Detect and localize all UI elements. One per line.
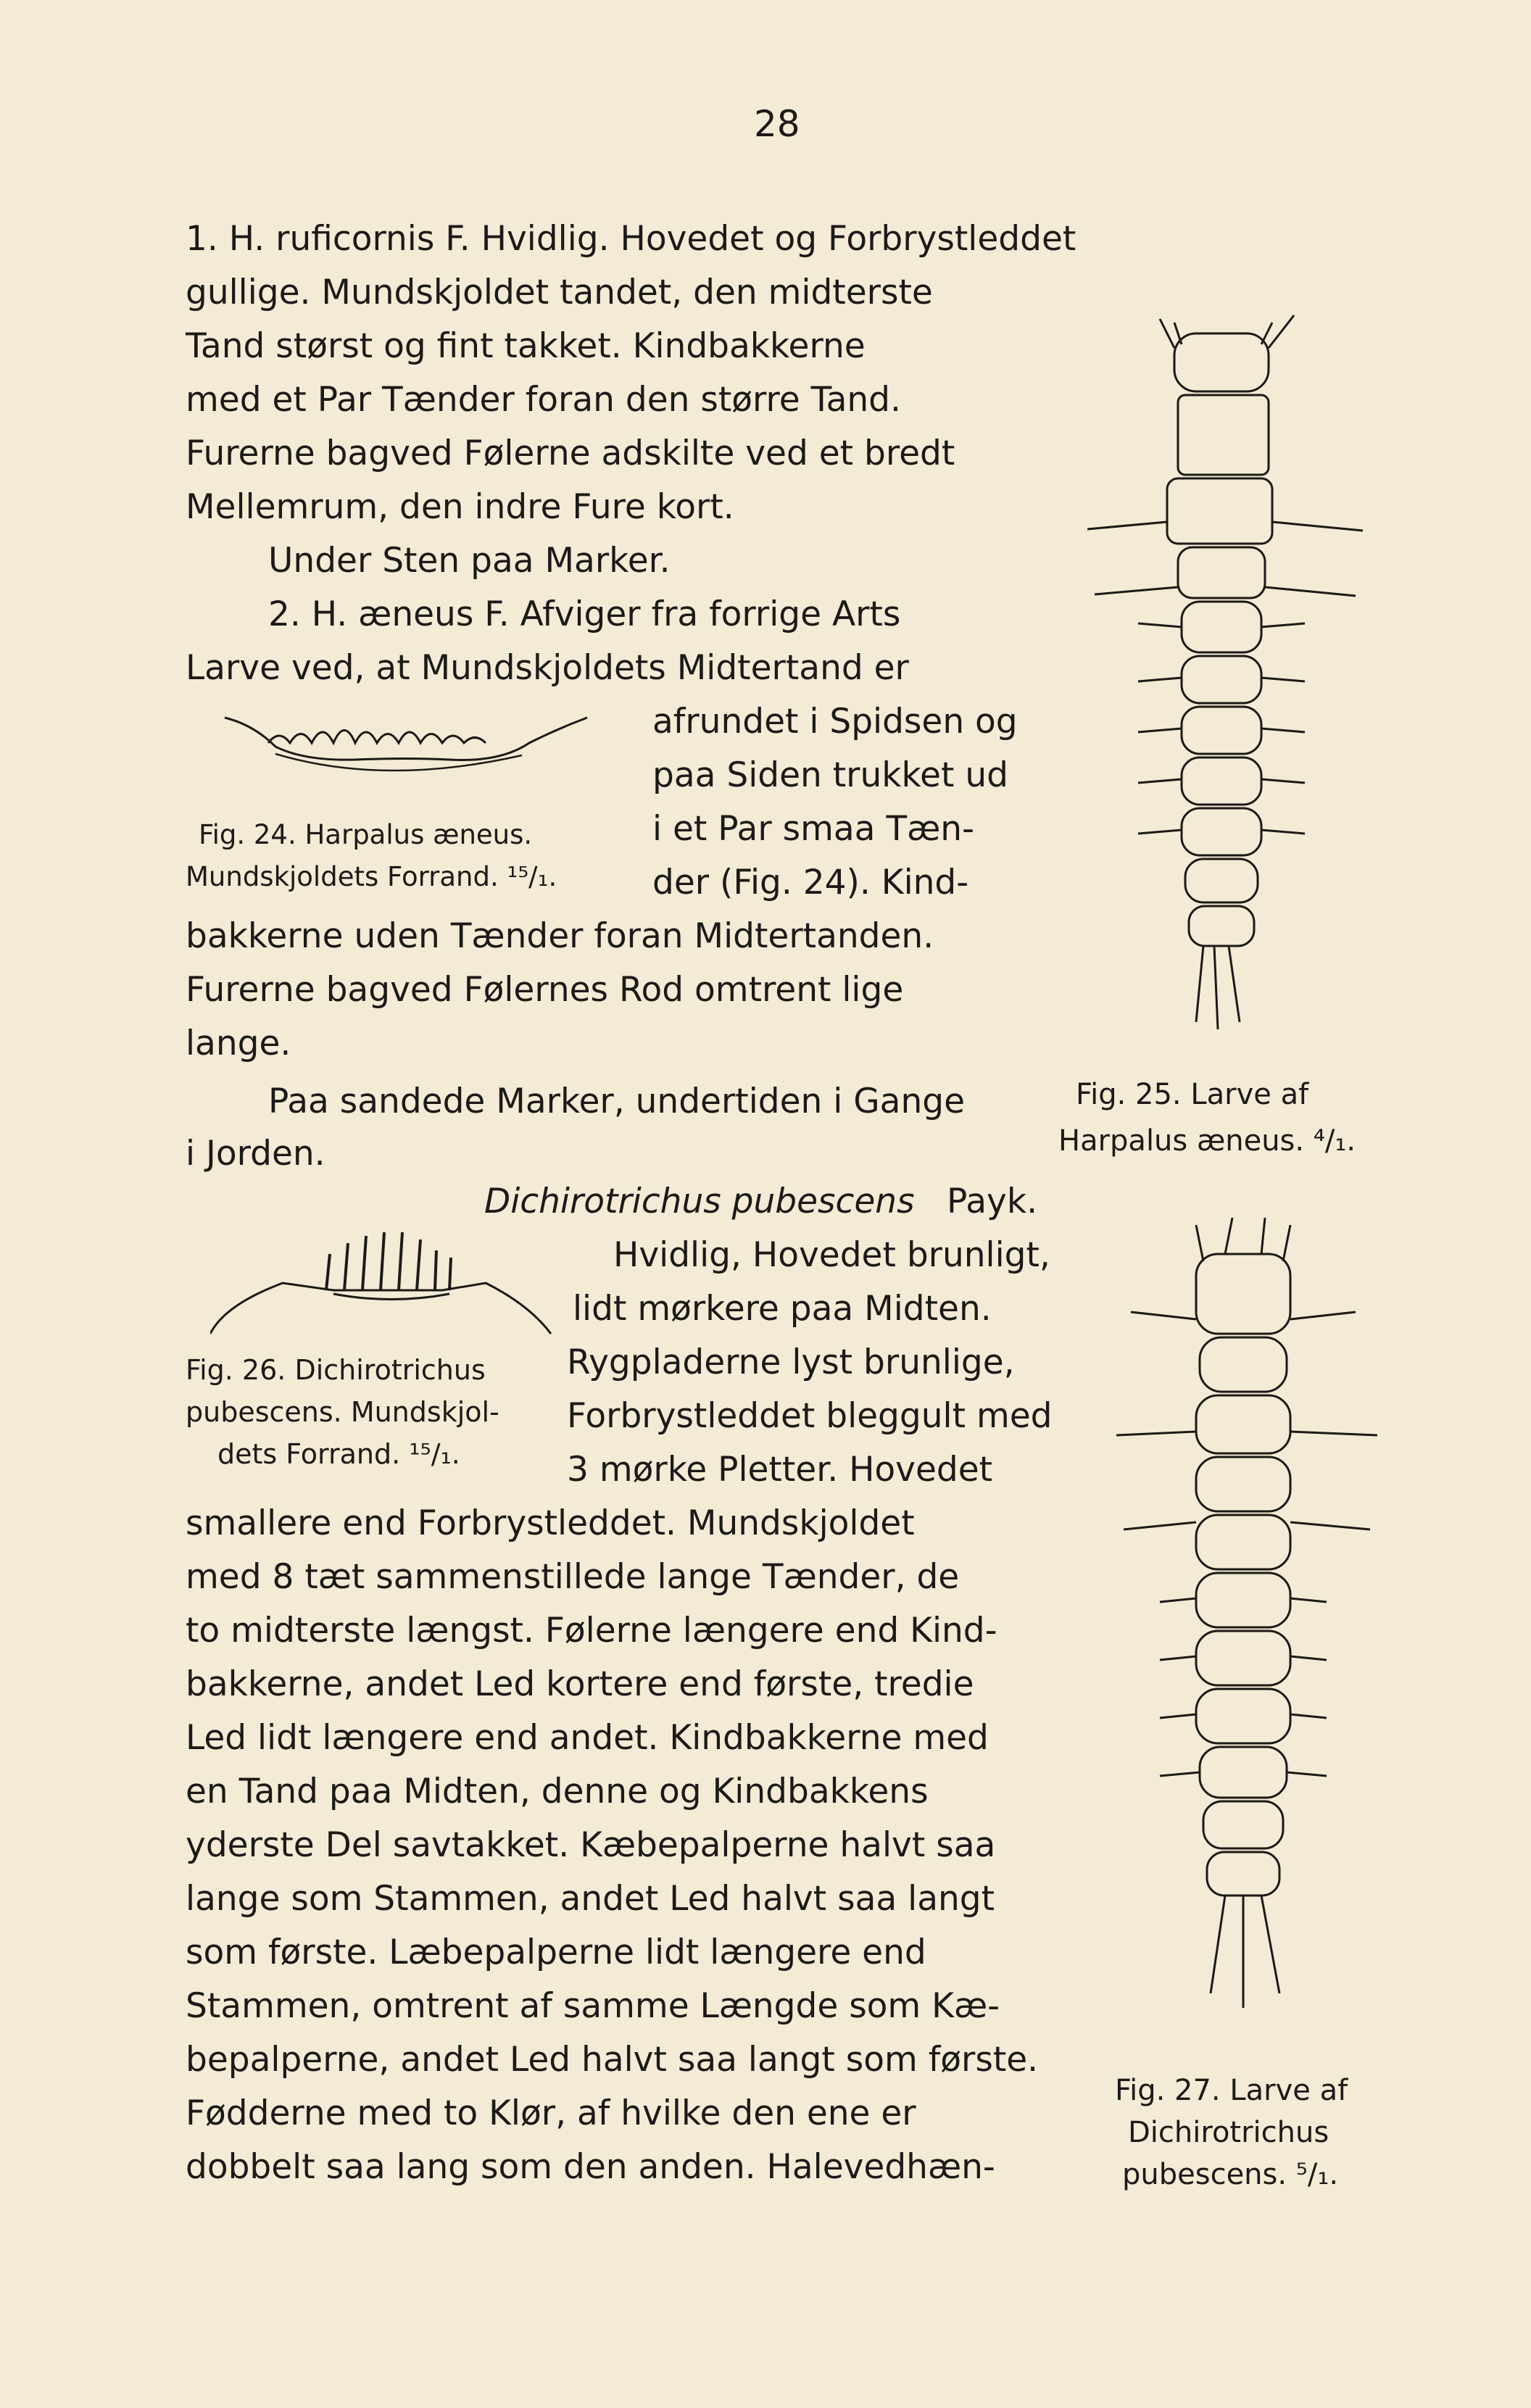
text-line: Rygpladerne lyst brunlige, xyxy=(567,1342,1015,1382)
text-line: Paa sandede Marker, undertiden i Gange xyxy=(268,1081,965,1121)
text-line: Larve ved, at Mundskjoldets Midtertand er xyxy=(186,648,909,688)
text-line: 2. H. æneus F. Afviger fra forrige Arts xyxy=(268,594,901,634)
text-line: Fødderne med to Klør, af hvilke den ene er xyxy=(186,2093,916,2133)
text-line: 3 mørke Pletter. Hovedet xyxy=(567,1450,993,1490)
text-line: 1. H. ruficornis F. Hvidlig. Hovedet og Forbrystleddet xyxy=(186,219,1076,259)
text-line: Tand størst og fint takket. Kindbakkerne xyxy=(186,326,866,366)
fig25-drawing xyxy=(1087,304,1363,1051)
fig27-caption: Fig. 27. Larve af xyxy=(1115,2074,1348,2107)
text-line: smallere end Forbrystleddet. Mundskjoldet xyxy=(186,1503,915,1543)
fig25-caption: Harpalus æneus. ⁴/₁. xyxy=(1058,1124,1356,1158)
text-line: bakkerne uden Tænder foran Midtertanden. xyxy=(186,916,934,956)
text-line: i et Par smaa Tæn- xyxy=(652,809,974,849)
text-line: Under Sten paa Marker. xyxy=(268,541,671,581)
text-line: Furerne bagved Følerne adskilte ved et bredt xyxy=(186,433,955,473)
fig26-caption: Fig. 26. Dichirotrichus xyxy=(186,1354,486,1386)
text-line: bepalperne, andet Led halvt saa langt som første. xyxy=(186,2040,1039,2080)
text-line: Mellemrum, den indre Fure kort. xyxy=(186,487,734,527)
text-line: dobbelt saa lang som den anden. Halevedhæn- xyxy=(186,2147,995,2187)
text-line: som første. Læbepalperne lidt længere end xyxy=(186,1932,926,1972)
fig26-drawing xyxy=(210,1225,573,1341)
text-line: Forbrystleddet bleggult med xyxy=(567,1396,1053,1436)
text-line: lange som Stammen, andet Led halvt saa langt xyxy=(186,1879,995,1919)
text-line: afrundet i Spidsen og xyxy=(652,702,1018,742)
text-line: bakkerne, andet Led kortere end første, tredie xyxy=(186,1664,974,1704)
fig25-caption: Fig. 25. Larve af xyxy=(1076,1078,1309,1111)
text-line: paa Siden trukket ud xyxy=(652,755,1008,795)
text-line: Furerne bagved Følernes Rod omtrent lige xyxy=(186,970,904,1010)
text-line: i Jorden. xyxy=(186,1134,325,1174)
fig24-drawing xyxy=(210,703,602,783)
text-line: en Tand paa Midten, denne og Kindbakkens xyxy=(186,1772,929,1811)
text-line: Hvidlig, Hovedet brunligt, xyxy=(613,1235,1050,1275)
fig24-caption: Mundskjoldets Forrand. ¹⁵/₁. xyxy=(186,861,557,892)
text-line: med 8 tæt sammenstillede lange Tænder, de xyxy=(186,1557,960,1597)
fig27-drawing xyxy=(1116,1211,1377,2066)
text-line: yderste Del savtakket. Kæbepalperne halvt saa xyxy=(186,1825,996,1865)
fig27-caption: Dichirotrichus xyxy=(1128,2116,1329,2149)
text-line: lange. xyxy=(186,1024,291,1063)
page-number: 28 xyxy=(754,103,800,145)
fig26-caption: pubescens. Mundskjol- xyxy=(186,1396,499,1428)
fig24-caption: Fig. 24. Harpalus æneus. xyxy=(199,819,533,850)
text-line: to midterste længst. Følerne længere end Kind- xyxy=(186,1611,997,1651)
text-line: Stammen, omtrent af samme Længde som Kæ- xyxy=(186,1986,1000,2026)
text-line: med et Par Tænder foran den større Tand. xyxy=(186,380,901,420)
text-line: der (Fig. 24). Kind- xyxy=(652,863,969,902)
text-line: gullige. Mundskjoldet tandet, den midterste xyxy=(186,273,933,312)
text-line: lidt mørkere paa Midten. xyxy=(573,1289,992,1329)
species-author: Payk. xyxy=(947,1182,1038,1221)
species-title: Dichirotrichus pubescens xyxy=(484,1182,915,1221)
text-line: Led lidt længere end andet. Kindbakkerne med xyxy=(186,1718,989,1758)
fig26-caption: dets Forrand. ¹⁵/₁. xyxy=(217,1438,460,1470)
fig27-caption: pubescens. ⁵/₁. xyxy=(1122,2158,1339,2191)
